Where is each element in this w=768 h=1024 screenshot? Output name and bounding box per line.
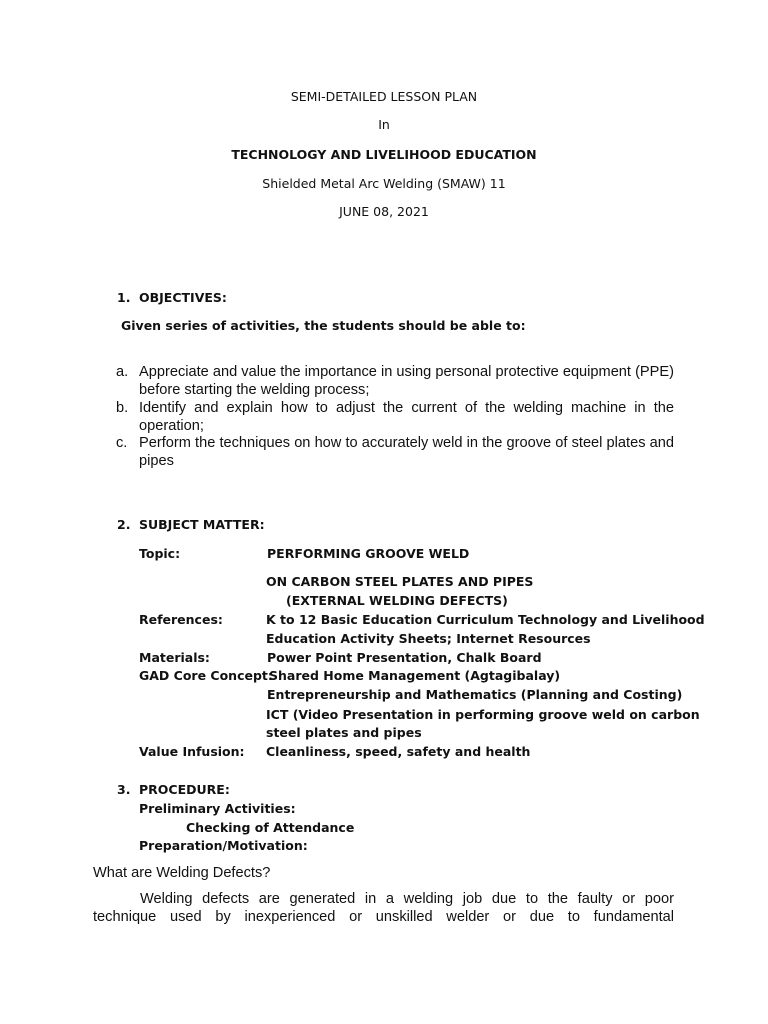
objectives-heading bbox=[117, 290, 417, 306]
gad-value-line: steel plates and pipes bbox=[266, 725, 422, 740]
course-title: Shielded Metal Arc Welding (SMAW) 11 bbox=[262, 176, 506, 191]
objectives-intro: Given series of activities, the students should be able to: bbox=[121, 318, 526, 333]
welding-defects-question: What are Welding Defects? bbox=[93, 865, 271, 881]
objective-text: Identify and explain how to adjust the current of the welding machine in the operation; bbox=[139, 400, 674, 434]
objective-text: Perform the techniques on how to accurately weld in the groove of steel plates and pipes bbox=[139, 435, 674, 469]
objective-letter: a. bbox=[116, 364, 129, 380]
references-label: References: bbox=[139, 612, 223, 627]
objective-letter: c. bbox=[116, 435, 128, 451]
section-number: 3. bbox=[117, 782, 131, 797]
lesson-date: JUNE 08, 2021 bbox=[339, 204, 429, 219]
preliminary-activities: Preliminary Activities: bbox=[139, 801, 296, 816]
document-title: SEMI-DETAILED LESSON PLAN bbox=[290, 89, 478, 104]
gad-value: Shared Home Management (Agtagibalay) bbox=[269, 668, 561, 683]
references-value-line: Education Activity Sheets; Internet Resources bbox=[266, 631, 591, 646]
checking-attendance: Checking of Attendance bbox=[186, 820, 355, 835]
subject-title: TECHNOLOGY AND LIVELIHOOD EDUCATION bbox=[231, 147, 537, 162]
paragraph-line: Welding defects are generated in a welding job due to the faulty or poor bbox=[140, 891, 674, 907]
paragraph-line: technique used by inexperienced or unskilled welder or due to fundamental bbox=[93, 909, 674, 925]
gad-value-line: ICT (Video Presentation in performing groove weld on carbon bbox=[266, 707, 700, 722]
preparation-motivation: Preparation/Motivation: bbox=[139, 838, 308, 853]
references-value: K to 12 Basic Education Curriculum Technology and Livelihood bbox=[266, 612, 705, 627]
objective-item bbox=[116, 434, 674, 470]
welding-defects-paragraph bbox=[93, 890, 674, 926]
objective-item bbox=[116, 399, 674, 435]
value-infusion-label: Value Infusion: bbox=[139, 744, 245, 759]
subject-matter-heading bbox=[117, 517, 417, 533]
topic-value-line: (EXTERNAL WELDING DEFECTS) bbox=[286, 593, 508, 608]
objective-text: Appreciate and value the importance in using personal protective equipment (PPE) before starting the welding process; bbox=[139, 364, 674, 398]
section-number: 1. bbox=[117, 290, 131, 305]
materials-label: Materials: bbox=[139, 650, 210, 665]
topic-label: Topic: bbox=[139, 546, 181, 561]
gad-value-line: Entrepreneurship and Mathematics (Planning and Costing) bbox=[267, 687, 683, 702]
title-connector: In bbox=[378, 117, 390, 132]
value-infusion-value: Cleanliness, speed, safety and health bbox=[266, 744, 531, 759]
materials-value: Power Point Presentation, Chalk Board bbox=[267, 650, 542, 665]
procedure-heading bbox=[117, 782, 417, 798]
section-title: OBJECTIVES: bbox=[139, 290, 227, 305]
topic-value: PERFORMING GROOVE WELD bbox=[267, 546, 470, 561]
section-number: 2. bbox=[117, 517, 131, 532]
section-title: PROCEDURE: bbox=[139, 782, 230, 797]
topic-value-line: ON CARBON STEEL PLATES AND PIPES bbox=[266, 574, 534, 589]
section-title: SUBJECT MATTER: bbox=[139, 517, 265, 532]
objective-item bbox=[116, 363, 674, 399]
gad-label: GAD Core Concept: bbox=[139, 668, 273, 683]
objective-letter: b. bbox=[116, 400, 129, 416]
